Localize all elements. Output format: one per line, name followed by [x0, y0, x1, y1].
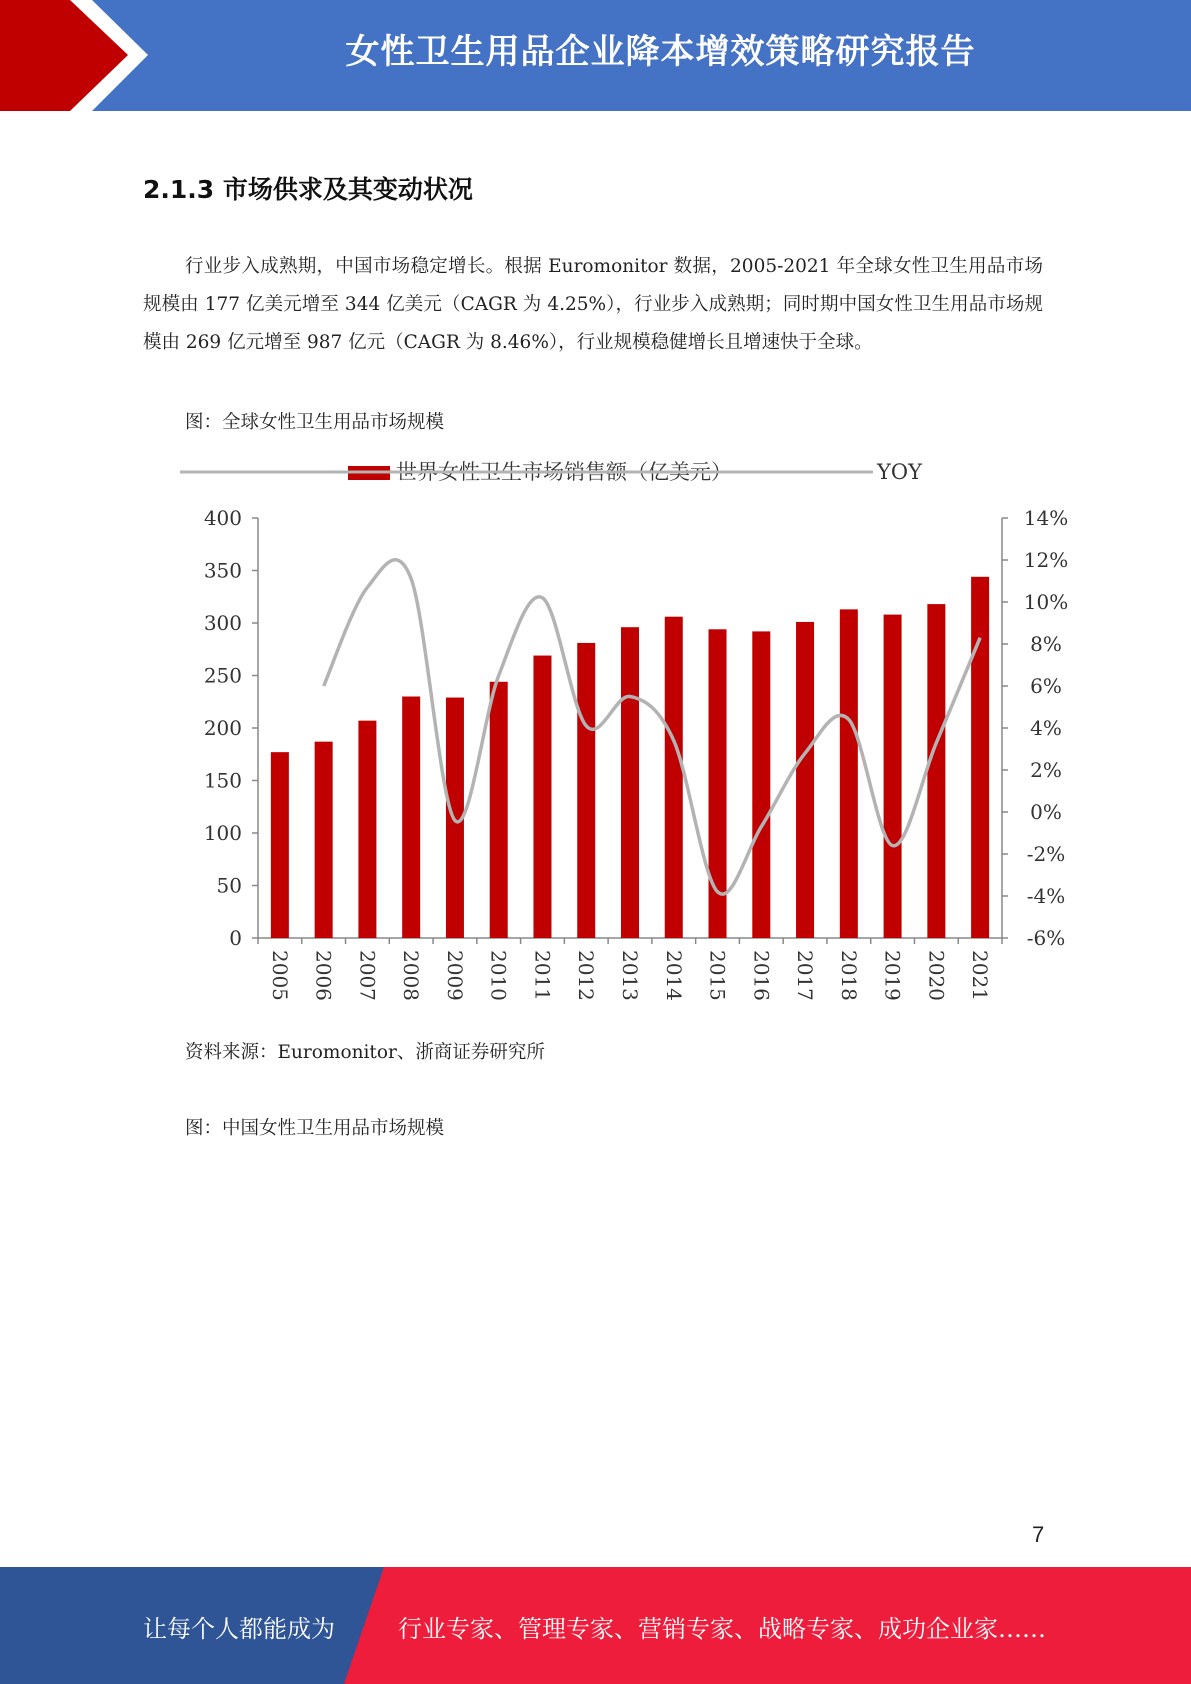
legend-bar-label: 世界女性卫生市场销售额（亿美元）: [396, 460, 732, 484]
bar-2006: [315, 742, 333, 938]
right-tick-label: 10%: [1023, 590, 1069, 614]
section-heading: 2.1.3 市场供求及其变动状况: [143, 175, 473, 204]
left-tick-label: 200: [203, 716, 242, 740]
figure-caption: 图：全球女性卫生用品市场规模: [185, 412, 445, 433]
report-title: 女性卫生用品企业降本增效策略研究报告: [345, 32, 976, 72]
left-tick-label: 400: [203, 506, 242, 530]
yoy-line: [324, 560, 980, 894]
bar-2008: [402, 697, 420, 939]
left-tick-label: 250: [203, 663, 242, 688]
bar-2011: [533, 656, 551, 938]
bar-2010: [490, 682, 508, 938]
x-tick-label: 2017: [793, 950, 818, 1001]
right-tick-label: -6%: [1026, 926, 1066, 950]
market-size-chart: [180, 448, 1100, 1018]
left-tick-label: 100: [203, 821, 242, 845]
right-tick-label: 12%: [1023, 548, 1069, 572]
page-footer: [0, 1567, 1191, 1684]
x-tick-label: 2016: [749, 950, 774, 1001]
x-tick-label: 2015: [705, 950, 730, 1001]
legend-line-label: YOY: [877, 460, 922, 484]
bar-2017: [796, 622, 814, 938]
right-tick-label: 2%: [1030, 758, 1062, 782]
x-tick-label: 2021: [968, 950, 993, 1001]
x-tick-label: 2010: [486, 950, 511, 1001]
x-tick-label: 2013: [618, 950, 642, 1001]
left-tick-label: 150: [203, 768, 242, 793]
bar-2007: [358, 721, 376, 938]
left-tick-label: 0: [229, 926, 242, 950]
bar-2020: [927, 604, 945, 938]
left-tick-label: 350: [203, 558, 242, 583]
body-paragraph: 行业步入成熟期，中国市场稳定增长。根据 Euromonitor 数据，2005-2021 年全球女性卫生用品市场规模由 177 亿美元增至 344 亿美元（CAGR 为 4.25%），行业步入成熟期；同时期中国女性卫生用品市场规模由 269 亿元增至 987 亿元（CAGR 为 8.46%），行业规模稳健增长且增速快于全球。: [143, 256, 1043, 353]
bar-2018: [840, 609, 858, 938]
bar-2012: [577, 643, 595, 938]
right-tick-label: 0%: [1030, 800, 1062, 824]
right-tick-label: -4%: [1026, 884, 1066, 908]
page-number: 7: [1032, 1522, 1045, 1547]
page-header: [0, 0, 1191, 111]
right-tick-label: 4%: [1030, 716, 1062, 740]
bar-2005: [271, 752, 289, 938]
x-tick-label: 2018: [836, 950, 861, 1001]
header-arrow-decoration: [0, 0, 160, 111]
x-tick-label: 2020: [924, 950, 949, 1001]
left-tick-label: 50: [216, 873, 242, 898]
bar-2014: [665, 617, 683, 938]
bar-2019: [884, 615, 902, 938]
figure-caption-2: 图：中国女性卫生用品市场规模: [185, 1118, 445, 1139]
left-tick-label: 300: [203, 611, 242, 635]
right-tick-label: 14%: [1023, 506, 1069, 530]
figure-source: 资料来源：Euromonitor、浙商证券研究所: [185, 1042, 545, 1063]
bar-2013: [621, 627, 639, 938]
right-tick-label: 8%: [1030, 632, 1062, 656]
x-tick-label: 2012: [574, 950, 599, 1001]
bar-2016: [752, 631, 770, 938]
x-tick-label: 2014: [661, 950, 686, 1001]
x-tick-label: 2006: [311, 950, 336, 1001]
footer-slogan-left: 让每个人都能成为: [143, 1615, 335, 1643]
x-tick-label: 2009: [442, 950, 467, 1001]
x-tick-label: 2007: [355, 950, 380, 1001]
x-tick-label: 2019: [880, 950, 905, 1001]
footer-slogan-right: 行业专家、管理专家、营销专家、战略专家、成功企业家……: [398, 1615, 1046, 1643]
x-tick-label: 2008: [399, 950, 424, 1001]
x-tick-label: 2011: [530, 950, 555, 1001]
chart-svg: [180, 448, 1100, 1018]
x-tick-label: 2005: [267, 950, 292, 1001]
right-tick-label: -2%: [1026, 842, 1066, 866]
right-tick-label: 6%: [1030, 674, 1062, 698]
chart-legend: [180, 460, 923, 484]
chart-yoy-line: [324, 560, 980, 894]
chart-bars: [271, 577, 989, 938]
bar-2021: [971, 577, 989, 938]
